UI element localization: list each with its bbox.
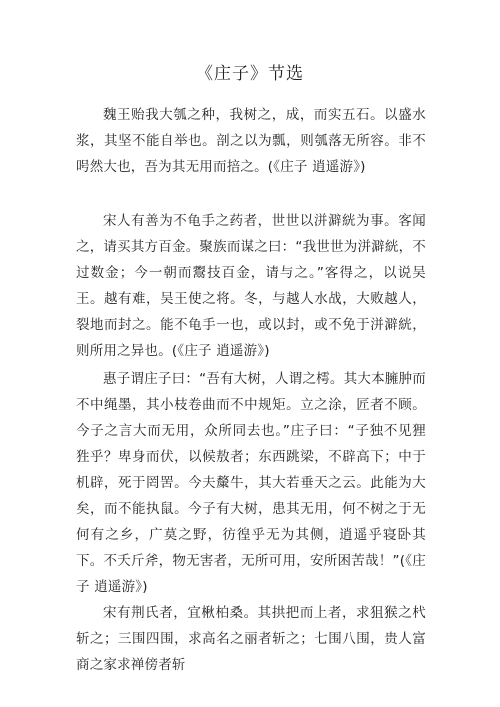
paragraph-gourd: 魏王贻我大瓠之种，我树之，成，而实五石。以盛水浆，其坚不能自举也。剖之以为瓢，则瓠落无所容。非不呺然大也，吾为其无用而掊之。(《庄子 逍遥游》) bbox=[76, 107, 426, 175]
document-title: 《庄子》节选 bbox=[196, 64, 304, 84]
paragraph-jingshi: 宋有荆氏者，宜楸柏桑。其拱把而上者，求狙猴之杙斩之；三围四围，求高名之丽者斩之；七围八围，贵人富商之家求禅傍者斩 bbox=[76, 605, 426, 673]
paragraph-salve: 宋人有善为不龟手之药者，世世以洴澼絖为事。客闻之，请买其方百金。聚族而谋之曰：“我世世为洴澼絖，不过数金；今一朝而鬻技百金，请与之。”客得之，以说吴王。越有难，吴王使之将。冬，与越人水战，大败越人，裂地而封之。能不龟手一也，或以封，或不免于洴澼絖，则所用之异也。(《庄子 逍遥游》) bbox=[76, 213, 426, 359]
paragraph-big-tree: 惠子谓庄子曰：“吾有大树，人谓之樗。其大本臃肿而不中绳墨，其小枝卷曲而不中规矩。立之涂，匠者不顾。今子之言大而无用，众所同去也。”庄子曰：“子独不见狸狌乎？卑身而伏，以候敖者；东西跳梁，不辟高下；中于机辟，死于罔罟。今夫斄牛，其大若垂天之云。此能为大矣，而不能执鼠。今子有大树，患其无用，何不树之于无何有之乡，广莫之野，彷徨乎无为其侧，逍遥乎寝卧其下。不夭斤斧，物无害者，无所可用，安所困苦哉！”(《庄子 逍遥游》) bbox=[76, 371, 426, 595]
